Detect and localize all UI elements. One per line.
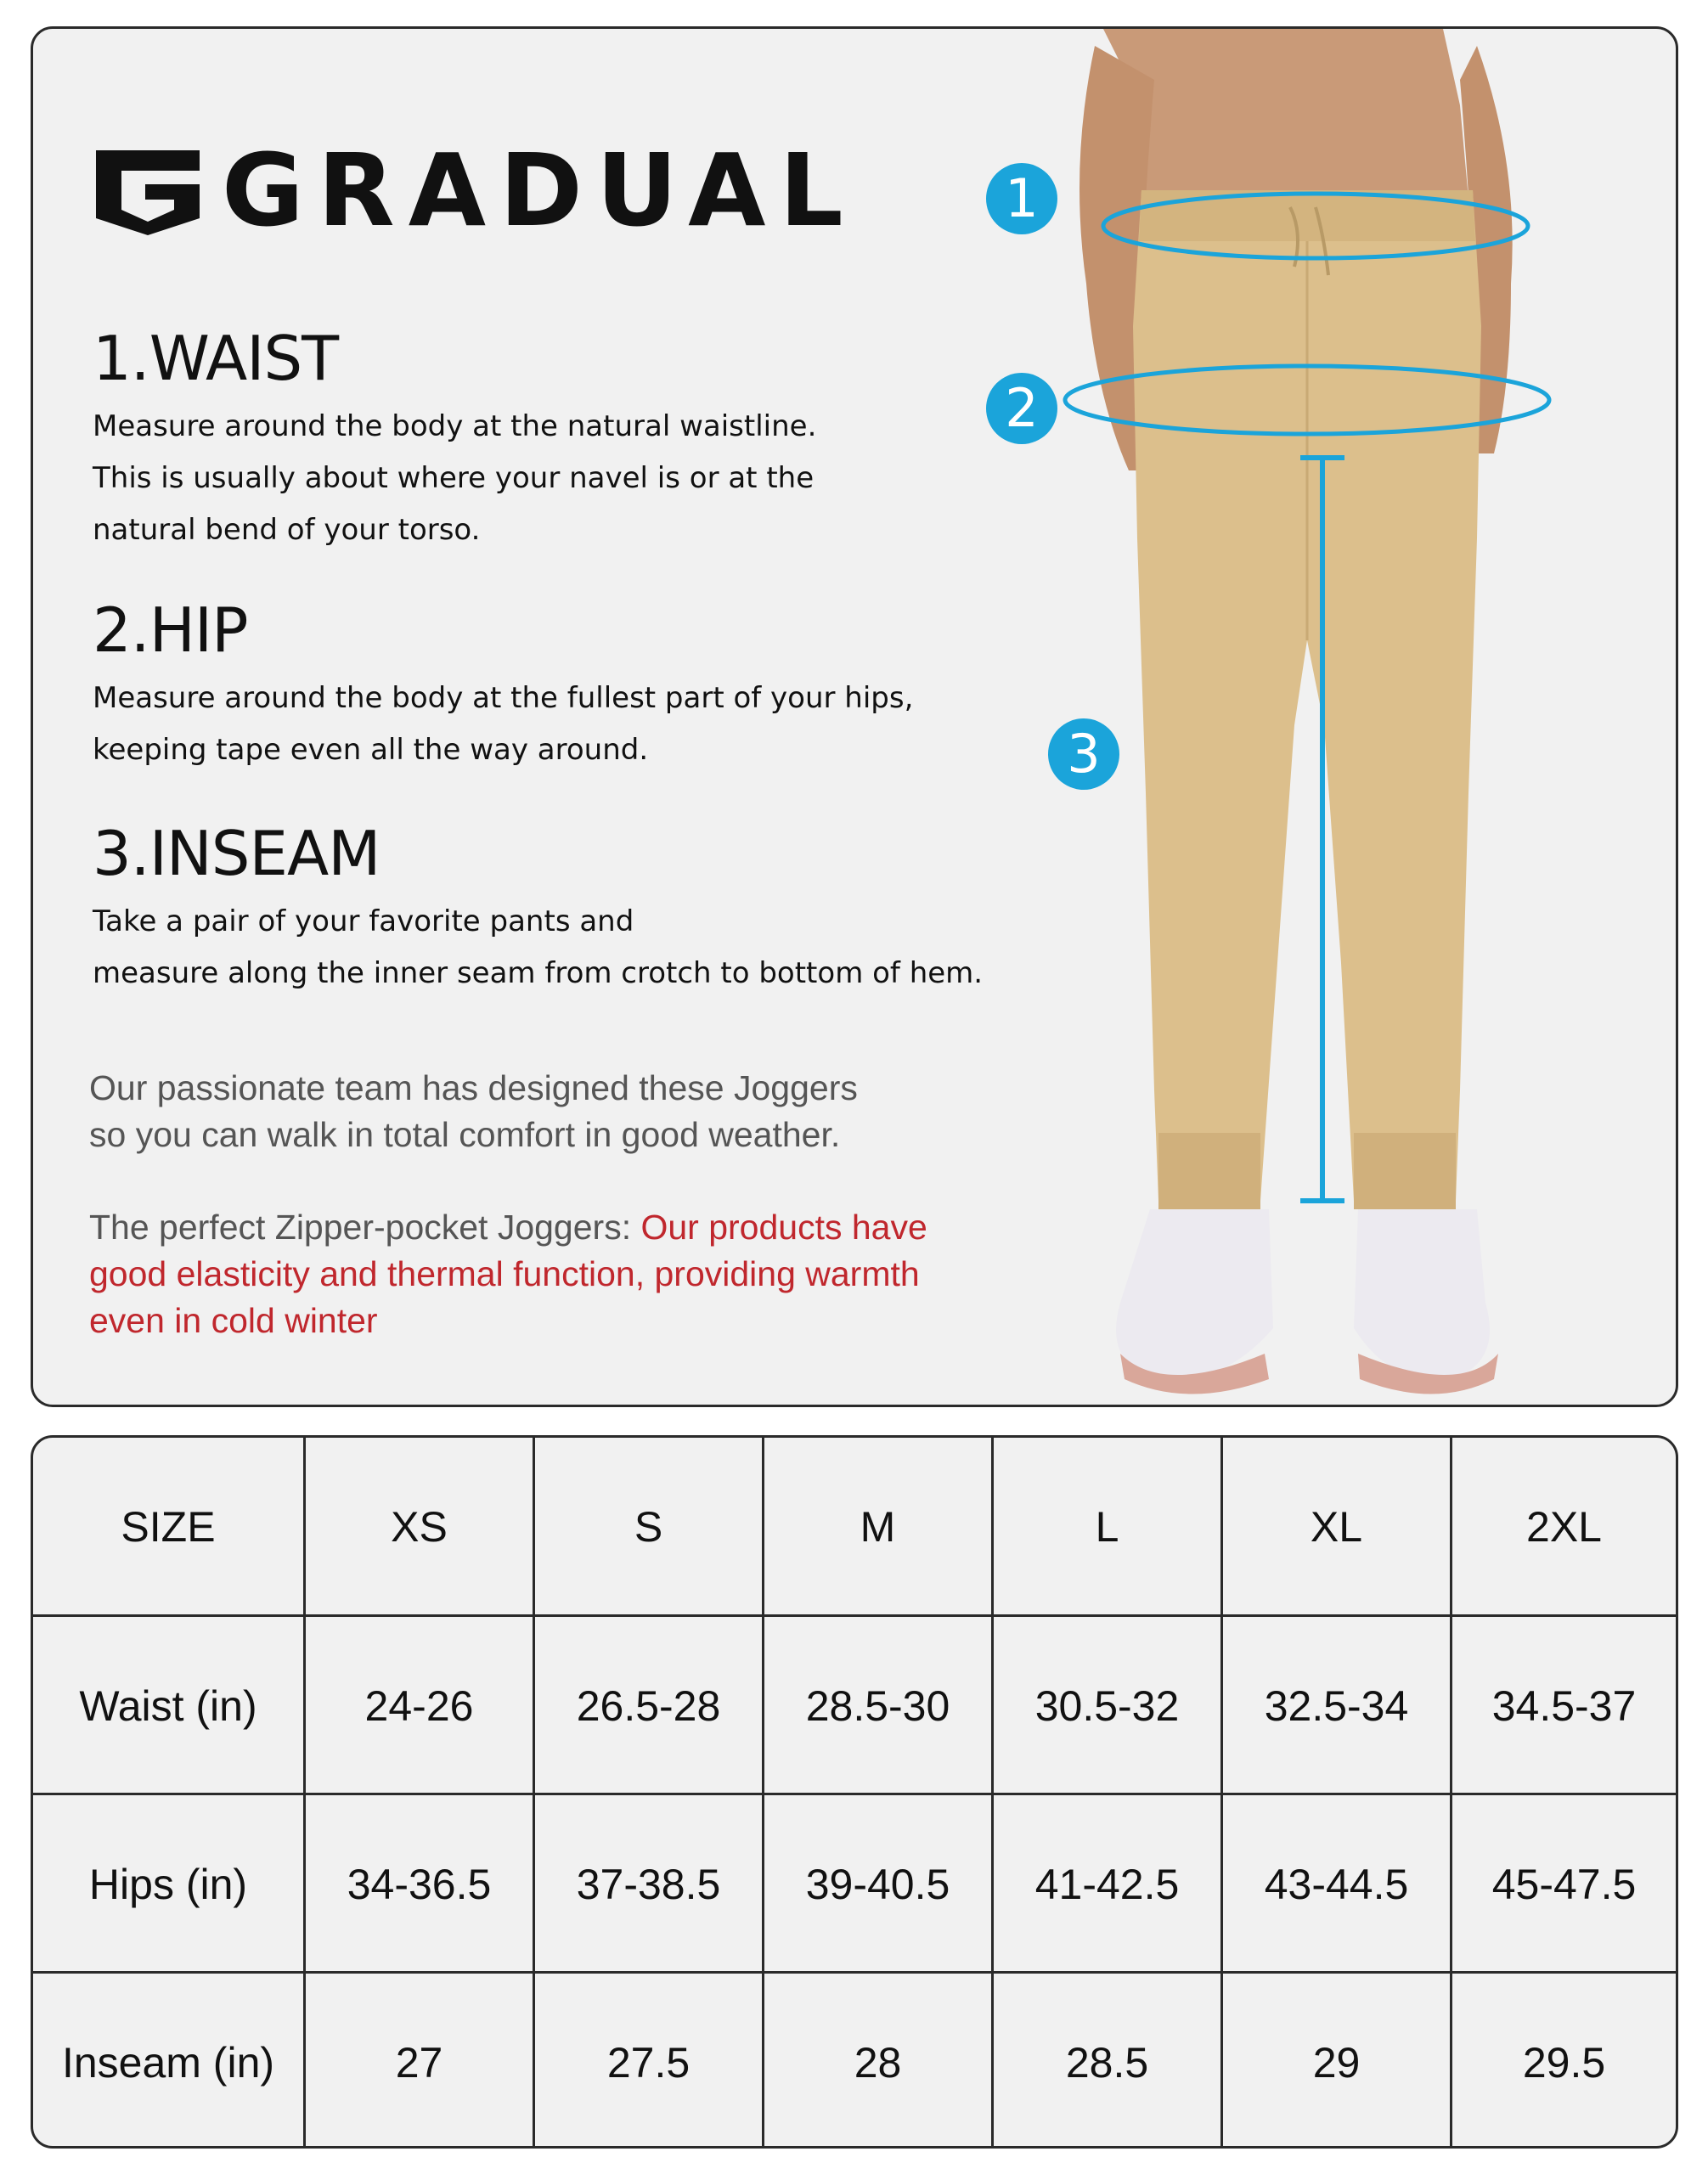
section-title: 1.WAIST — [93, 323, 339, 394]
table-cell: 34-36.5 — [306, 1795, 535, 1974]
badge-inseam: 3 — [1048, 718, 1119, 790]
gradual-logo-icon — [93, 144, 203, 237]
section-title: 2.HIP — [93, 594, 248, 666]
section-line: Take a pair of your favorite pants and — [93, 904, 634, 938]
table-cell: 39-40.5 — [764, 1795, 994, 1974]
blurb-highlight: even in cold winter — [89, 1301, 378, 1340]
brand-name: GRADUAL — [222, 132, 857, 249]
section-line: Measure around the body at the natural waistline. — [93, 409, 817, 443]
section-line: measure along the inner seam from crotch to bottom of hem. — [93, 956, 984, 990]
table-cell: 26.5-28 — [535, 1617, 764, 1795]
hip-section — [93, 594, 914, 776]
badge-hip: 2 — [986, 373, 1057, 444]
table-cell: 34.5-37 — [1491, 1682, 1637, 1730]
model-figure — [967, 29, 1678, 1407]
table-header-row — [33, 1438, 1676, 1616]
table-header-cell: L — [994, 1438, 1223, 1616]
table-header-cell: SIZE — [33, 1438, 306, 1616]
table-cell: 29.5 — [1522, 2039, 1606, 2087]
table-header-cell: S — [535, 1438, 764, 1616]
table-cell: 41-42.5 — [994, 1795, 1223, 1974]
table-row-label: Waist (in) — [33, 1617, 306, 1795]
size-chart-table — [31, 1435, 1678, 2149]
table-cell: 45-47.5 — [1491, 1861, 1637, 1908]
table-cell: 27 — [306, 1974, 535, 2149]
table-header-cell: 2XL — [1526, 1503, 1602, 1551]
table-cell: 30.5-32 — [994, 1617, 1223, 1795]
blurb-highlight: good elasticity and thermal function, providing warmth — [89, 1254, 920, 1293]
measure-guide-panel — [31, 26, 1678, 1407]
jogger-pants-image — [967, 29, 1678, 1407]
blurb-highlight: Our products have — [640, 1208, 927, 1247]
brand-logo — [93, 127, 857, 254]
table-cell: 37-38.5 — [535, 1795, 764, 1974]
table-cell: 28.5-30 — [764, 1617, 994, 1795]
table-header-cell: XS — [306, 1438, 535, 1616]
table-cell: 24-26 — [306, 1617, 535, 1795]
table-header-cell: M — [764, 1438, 994, 1616]
blurb-lead: The perfect Zipper-pocket Joggers: — [89, 1208, 641, 1247]
section-title: 3.INSEAM — [93, 818, 380, 889]
blurb-line: Our passionate team has designed these Joggers — [89, 1068, 858, 1107]
table-header-cell: XL — [1223, 1438, 1452, 1616]
table-row — [33, 1617, 1676, 1795]
inseam-section — [93, 818, 984, 1000]
table-row-label: Hips (in) — [33, 1795, 306, 1974]
feature-blurb — [89, 1204, 927, 1344]
section-line: keeping tape even all the way around. — [93, 733, 649, 767]
table-row-label: Inseam (in) — [33, 1974, 306, 2149]
section-line: Measure around the body at the fullest part of your hips, — [93, 681, 914, 715]
section-line: natural bend of your torso. — [93, 513, 481, 547]
table-row — [33, 1974, 1676, 2149]
table-row — [33, 1795, 1676, 1974]
design-blurb — [89, 1065, 858, 1158]
table-cell: 43-44.5 — [1223, 1795, 1452, 1974]
table-cell: 29 — [1223, 1974, 1452, 2149]
table-cell: 28.5 — [994, 1974, 1223, 2149]
waist-section — [93, 323, 817, 556]
table-cell: 27.5 — [535, 1974, 764, 2149]
table-cell: 32.5-34 — [1223, 1617, 1452, 1795]
section-line: This is usually about where your navel is or at the — [93, 461, 815, 495]
badge-waist: 1 — [986, 163, 1057, 234]
table-cell: 28 — [764, 1974, 994, 2149]
blurb-line: so you can walk in total comfort in good weather. — [89, 1115, 841, 1154]
